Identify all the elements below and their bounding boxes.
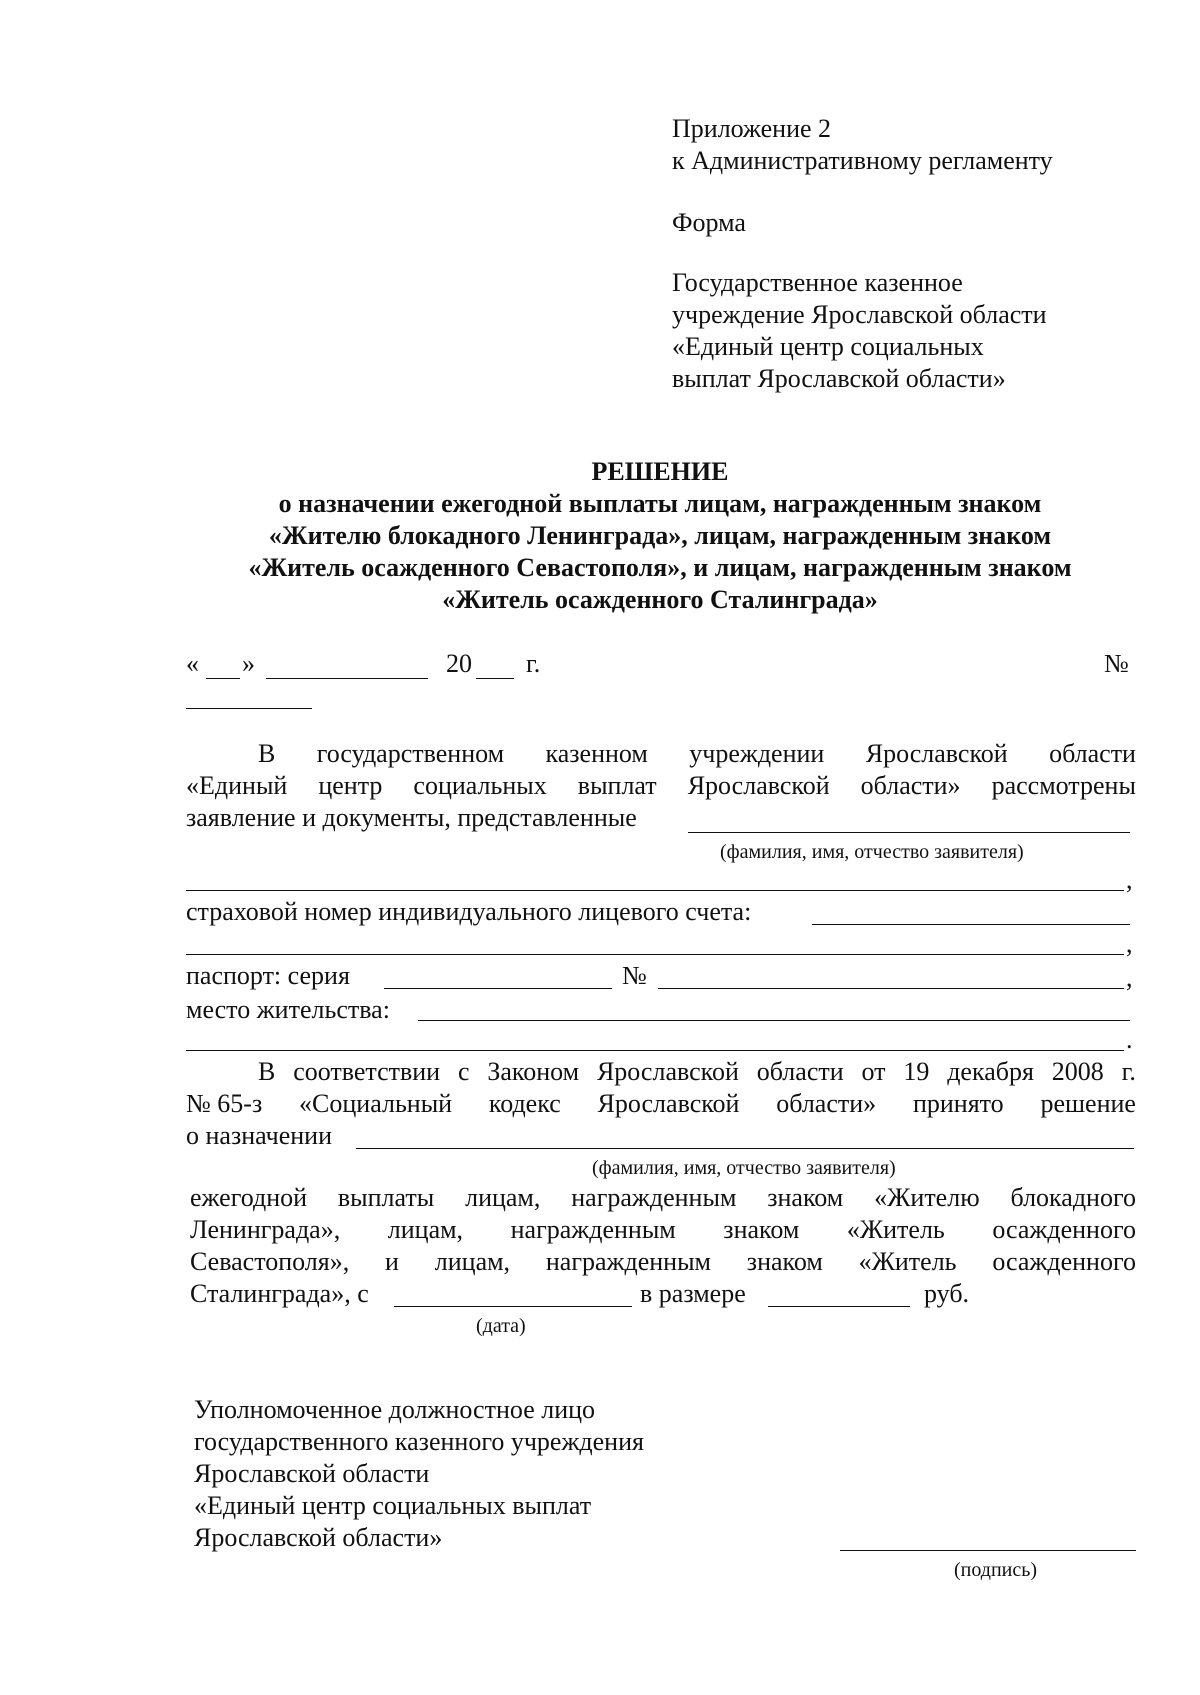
para3-line2 [190,1214,1136,1246]
word: Ленинграда», [190,1215,341,1244]
para3-line1 [190,1182,1136,1214]
word: В [258,739,276,768]
regulation-label: к Административному регламенту [672,146,1053,175]
word: В [258,1057,276,1086]
word: блокадного [1010,1183,1136,1212]
date-close-quote: » [242,649,255,678]
word: «Житель [846,1215,945,1244]
signature-field[interactable] [840,1550,1136,1551]
word: решение [1040,1089,1136,1118]
residence-continuation-field[interactable] [186,1050,1124,1051]
currency-label: руб. [924,1279,970,1308]
word: 19 [903,1057,930,1086]
word: Ярославской [597,1089,740,1118]
word: Ярославской [596,1057,739,1086]
form-label: Форма [672,208,746,237]
para1-line1 [186,738,1136,770]
amount-field[interactable] [768,1306,910,1307]
caption-date: (дата) [476,1315,526,1337]
word: награжденным [510,1215,676,1244]
word: и [385,1247,399,1276]
word: с [457,1057,470,1086]
word: области» [860,771,961,800]
word: области» [776,1089,877,1118]
extra-line-field[interactable] [186,954,1124,955]
header-block [672,113,1132,395]
date-open-quote: « [186,649,199,678]
passport-number-field[interactable] [658,988,1124,989]
word: 2008 [1051,1057,1104,1086]
word: государственном [316,739,505,768]
passport-number-sign: № [622,961,647,990]
word: «Жителю [874,1183,980,1212]
word: Ярославской [865,739,1008,768]
word: «Социальный [299,1089,453,1118]
para1-line3: заявление и документы, представленные [186,803,637,832]
applicant-name-continuation-field[interactable] [186,890,1124,891]
title-subtitle-line: «Житель осажденного Сталинграда» [442,585,878,614]
signatory-line: Ярославской области» [194,1523,443,1552]
word: области [1049,739,1136,768]
word: казенном [545,739,648,768]
para2-line3: о назначении [186,1121,332,1150]
word: Ярославской [687,771,830,800]
title-subtitle-line: о назначении ежегодной выплаты лицам, награжденным знаком [278,489,1042,518]
word: награжденным [571,1183,737,1212]
word: соответствии [293,1057,441,1086]
assignee-name-field[interactable] [356,1148,1134,1149]
word: декабря [947,1057,1034,1086]
word: знаком [746,1247,823,1276]
word: выплат [577,771,657,800]
word: знаком [723,1215,800,1244]
word: лицам, [387,1215,464,1244]
word: осажденного [992,1247,1136,1276]
word: центр [318,771,383,800]
title-subtitle-line: «Житель осажденного Севастополя», и лицам, награжденным знаком [248,553,1072,582]
word: № 65-з [186,1089,263,1118]
signatory-line: «Единый центр социальных выплат [194,1491,592,1520]
word: ежегодной [190,1183,308,1212]
caption-signature: (подпись) [954,1559,1038,1581]
word: рассмотрены [991,771,1136,800]
word: г. [1121,1057,1136,1086]
org-line: выплат Ярославской области» [672,364,1006,393]
title-subtitle-line: «Жителю блокадного Ленинграда», лицам, награжденным знаком [268,521,1052,550]
word: от [861,1057,886,1086]
word: «Житель [858,1247,957,1276]
year-field[interactable] [476,678,514,679]
comma: , [1126,865,1133,894]
title-main: РЕШЕНИЕ [591,457,729,486]
comma: , [1126,929,1133,958]
signatory-block [194,1394,754,1554]
word: осажденного [992,1215,1136,1244]
word: учреждении [689,739,825,768]
appendix-label: Приложение 2 [672,114,832,143]
word: области [756,1057,844,1086]
word: лицам, [434,1247,511,1276]
comma: , [1126,963,1133,992]
word: Законом [487,1057,580,1086]
snils-field[interactable] [812,924,1130,925]
document-title [150,456,1170,616]
passport-series-field[interactable] [384,988,612,989]
word: кодекс [488,1089,561,1118]
signatory-line: государственного казенного учреждения [194,1427,644,1456]
day-field[interactable] [206,678,240,679]
word: знаком [767,1183,844,1212]
org-line: учреждение Ярославской области [672,300,1047,329]
amount-label: в размере [640,1279,746,1308]
para3-line4-start: Сталинграда», с [190,1279,369,1308]
word: «Единый [186,771,288,800]
residence-label: место жительства: [186,995,390,1024]
caption-applicant2: (фамилия, имя, отчество заявителя) [592,1157,896,1179]
para2-line1 [186,1056,1136,1088]
residence-field[interactable] [418,1020,1130,1021]
word: выплаты [337,1183,435,1212]
para1-line2 [186,770,1136,802]
signatory-line: Ярославской области [194,1459,430,1488]
start-date-field[interactable] [394,1306,632,1307]
year-prefix: 20 [446,649,472,678]
snils-label: страховой номер индивидуального лицевого счета: [186,897,752,926]
decision-number-sign: № [1104,649,1129,678]
org-line: «Единый центр социальных [672,332,984,361]
applicant-name-field[interactable] [688,832,1130,833]
word: социальных [413,771,547,800]
period: . [1126,1025,1133,1054]
month-field[interactable] [266,678,428,679]
word: награжденным [545,1247,711,1276]
signatory-line: Уполномоченное должностное лицо [194,1395,596,1424]
para2-line2 [186,1088,1136,1120]
word: лицам, [465,1183,541,1212]
org-line: Государственное казенное [672,268,963,297]
year-suffix: г. [526,649,541,678]
word: принято [912,1089,1004,1118]
para3-line3 [190,1246,1136,1278]
organization-name [672,267,1132,395]
decision-number-field[interactable] [186,708,312,709]
caption-applicant: (фамилия, имя, отчество заявителя) [720,841,1024,863]
passport-label: паспорт: серия [186,961,350,990]
word: Севастополя», [190,1247,350,1276]
